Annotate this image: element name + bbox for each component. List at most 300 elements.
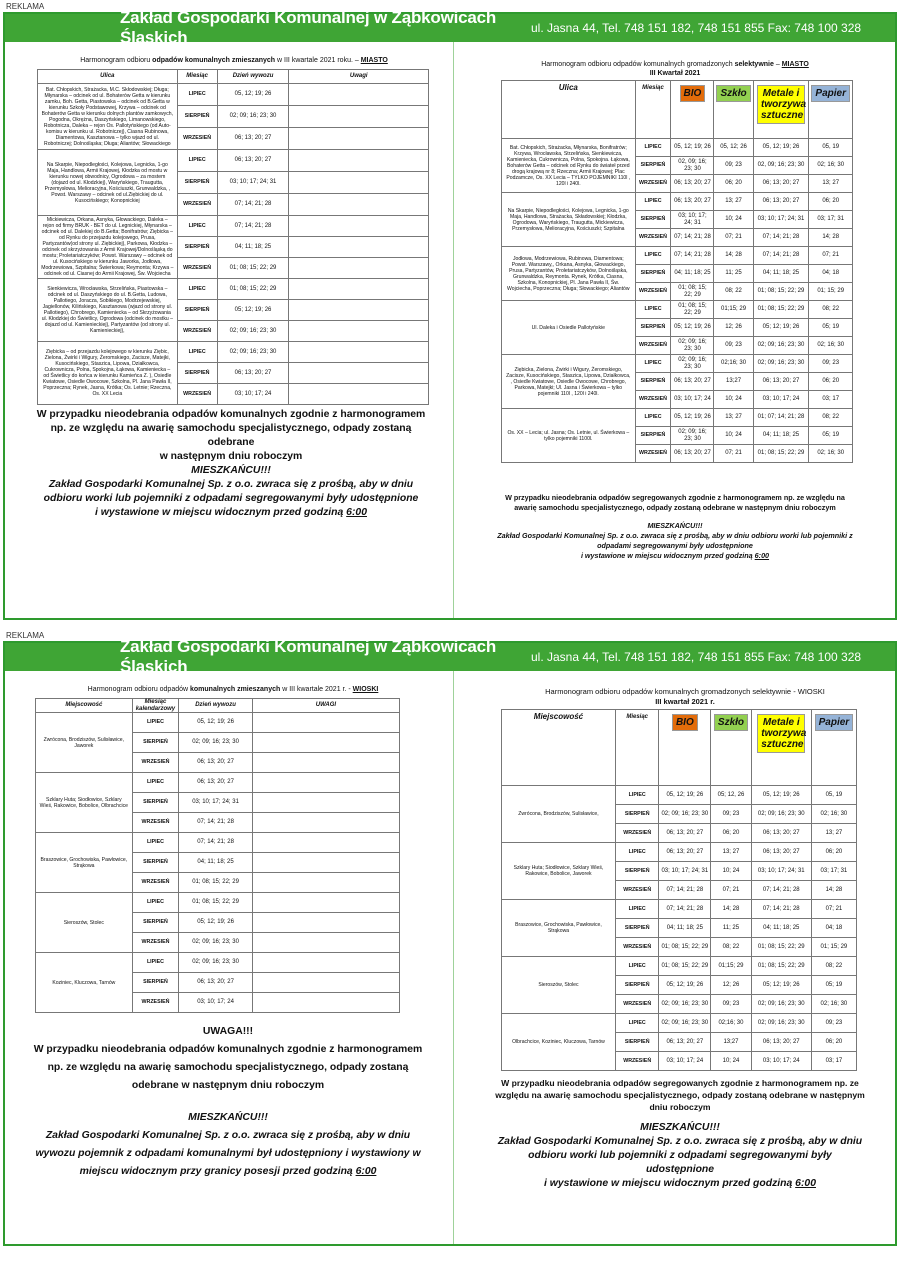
pickup-days: 04; 11; 18; 25	[179, 853, 253, 873]
month-cell: WRZESIEŃ	[177, 194, 217, 216]
paper-days: 03; 17	[811, 1052, 856, 1071]
bio-days: 04; 11; 18; 25	[671, 265, 714, 283]
month-cell: WRZESIEŃ	[635, 445, 671, 463]
notes-cell	[252, 893, 399, 913]
bio-days: 01; 08; 15; 22; 29	[659, 957, 711, 976]
company-address: ul. Jasna 44, Tel. 748 151 182, 748 151 855 Fax: 748 100 328	[531, 21, 862, 35]
month-cell: WRZESIEŃ	[177, 384, 217, 405]
month-cell: LIPIEC	[132, 713, 179, 733]
header-row	[38, 70, 429, 84]
paper-badge: Papier	[811, 85, 850, 102]
pickup-days: 07; 14; 21; 28	[217, 194, 289, 216]
notes-cell	[289, 106, 429, 128]
month-cell: WRZESIEŃ	[177, 258, 217, 279]
column-header	[615, 710, 659, 786]
pickup-days: 06; 13; 20; 27	[217, 150, 289, 172]
bio-badge: BIO	[672, 714, 698, 731]
street-list: Jodłowa, Modrzewiowa, Rubinowa, Diamentowa; Powst. Warszawy,, Orkana, Asnyka, Głowackiego, Prusa, Partyzantów, Proletariatczyków, Dolnośląska, Grunwaldzka, Reymonta. Rynek, Krótka, Ciasna, Szkolna, Konopnickiej, Pl. Jana Pawła II, Św. Wojciecha, Poprzeczna; Długa; Słowackiego; Aliantów	[502, 247, 636, 301]
pickup-days: 04; 11; 18; 25	[217, 237, 289, 258]
paper-days: 03; 17; 31	[809, 211, 853, 229]
mixed-villages-table	[35, 698, 400, 1013]
month-cell: SIERPIEŃ	[635, 157, 671, 175]
month-cell: LIPIEC	[635, 247, 671, 265]
metal-plastic-days: 06; 13; 20; 27	[751, 843, 811, 862]
month-cell: WRZESIEŃ	[615, 995, 659, 1014]
table-row	[36, 953, 400, 973]
month-cell: SIERPIEŃ	[177, 106, 217, 128]
paper-days: 04; 18	[809, 265, 853, 283]
glass-days: 13; 27	[714, 409, 753, 427]
notes-cell	[252, 833, 399, 853]
column-header: Miejscowość	[36, 699, 133, 713]
metal-plastic-days: 01; 08; 15; 22; 29	[753, 301, 809, 319]
pickup-days: 07; 14; 21; 28	[217, 216, 289, 237]
column-header: Miesiąc	[626, 714, 649, 720]
table-row	[38, 84, 429, 106]
month-cell: WRZESIEŃ	[132, 873, 179, 893]
notes-cell	[289, 216, 429, 237]
metal-plastic-days: 05, 12; 19; 26	[751, 786, 811, 805]
company-name: Zakład Gospodarki Komunalnej w Ząbkowicach Śląskich	[120, 8, 497, 47]
column-header	[502, 710, 616, 786]
pickup-days: 01; 08; 15; 22; 29	[179, 893, 253, 913]
table-row	[502, 247, 853, 265]
paper-days: 01; 15; 29	[811, 938, 856, 957]
column-header: Dzień wywozu	[179, 699, 253, 713]
paper-days: 08; 22	[809, 409, 853, 427]
glass-days: 10; 24	[711, 1052, 752, 1071]
glass-days: 11; 25	[711, 919, 752, 938]
paper-badge: Papier	[815, 714, 854, 731]
month-cell: SIERPIEŃ	[635, 265, 671, 283]
column-header	[502, 81, 636, 139]
month-cell: LIPIEC	[177, 84, 217, 106]
month-cell: LIPIEC	[635, 193, 671, 211]
paper-days: 09; 23	[809, 355, 853, 373]
notes-cell	[252, 793, 399, 813]
metal-plastic-days: 03; 10; 17; 24	[751, 1052, 811, 1071]
metal-plastic-days: 06; 13; 20; 27	[751, 824, 811, 843]
street-list: Zwrócona, Brodziszów, Sulisławice,	[502, 786, 616, 843]
bio-days: 02; 09; 16; 23; 30	[671, 427, 714, 445]
schedule-mixed-villages	[33, 671, 433, 1244]
request-text-time: i wystawione w miejscu widocznym przed godziną 6:00	[544, 1178, 816, 1189]
glass-days: 10; 24	[711, 862, 752, 881]
paper-days: 07; 21	[809, 247, 853, 265]
notes-cell	[289, 258, 429, 279]
street-list: Na Skarpie, Niepodległości, Kolejowa, Legnicka, 1-go Maja, Handlowa, Strażacka, Składowskiej; Kłodzka, Ogrodowa, Waryńskiego, Traugutta, Mickiewicza, Przemysłowa, Melioracyjna, Kościuszki; Szpitalna	[502, 193, 636, 247]
header-row	[502, 710, 857, 786]
metal-plastic-days: 01; 08; 15; 22; 29	[751, 957, 811, 976]
bio-days: 01; 08; 15; 22; 29	[671, 301, 714, 319]
paper-days: 06; 20	[809, 193, 853, 211]
month-cell: LIPIEC	[635, 139, 671, 157]
glass-days: 09; 23	[711, 995, 752, 1014]
notes-cell	[252, 933, 399, 953]
advert-label: REKLAMA	[6, 2, 45, 11]
month-cell: SIERPIEŃ	[132, 973, 179, 993]
month-cell: LIPIEC	[615, 843, 659, 862]
glass-days: 06; 20	[714, 175, 753, 193]
bio-days: 02; 09; 16; 23; 30	[659, 995, 711, 1014]
notes-cell	[289, 342, 429, 363]
month-cell: WRZESIEŃ	[177, 128, 217, 150]
glass-days: 13;27	[711, 1033, 752, 1052]
pickup-days: 05, 12; 19; 26	[179, 713, 253, 733]
metal-plastic-badge: Metale i tworzywa sztuczne	[757, 714, 805, 753]
bio-days: 02; 09; 16; 23; 30	[659, 805, 711, 824]
street-list: Sienkiewicza, Wrocławska, Strzelińska, Piastowska – odcinek od ul. Daszyńskiego do ul. B.Getta, Ludowa, Pallotiego, Joracza, Sobikiego, Modrzejewskiej, Jagiellonów, Kilińskiego, Kasztanowa (wjazd od strony ul. Pallotiego), Chrobrego, Kamieniecka – od Skrzyżowania ul. Kłodzkiej do Świetlicy, Ogrodowa (odcinek do mostku – dojazd od ul. Kamienieckiej), Partyzantów (od strony ul. Kamienieckiej),	[38, 279, 178, 342]
notes-cell	[252, 753, 399, 773]
street-list: Szklary Huta; Siodłowice, Szklary Wieś, Rakowice, Bobolice, Olbrachcice	[36, 773, 133, 833]
glass-days: 05; 12, 26	[711, 786, 752, 805]
paper-days: 13; 27	[811, 824, 856, 843]
column-header: Miejscowość	[533, 712, 584, 721]
month-cell: WRZESIEŃ	[615, 1052, 659, 1071]
street-list: Zwrócona, Brodziszów, Sulisławice, Jaworek	[36, 713, 133, 773]
pickup-days: 07; 14; 21; 28	[179, 813, 253, 833]
month-cell: SIERPIEŃ	[177, 363, 217, 384]
month-cell: WRZESIEŃ	[132, 813, 179, 833]
paper-days: 05; 19	[811, 976, 856, 995]
notes-cell	[252, 773, 399, 793]
metal-plastic-days: 06; 13; 20; 27	[751, 1033, 811, 1052]
pickup-days: 02; 09; 16; 23; 30	[179, 953, 253, 973]
company-address: ul. Jasna 44, Tel. 748 151 182, 748 151 855 Fax: 748 100 328	[531, 650, 862, 664]
month-cell: SIERPIEŃ	[177, 300, 217, 321]
table-row	[502, 786, 857, 805]
column-header: Uwagi	[289, 70, 429, 84]
bio-days: 05, 12; 19; 26	[659, 786, 711, 805]
column-header	[714, 81, 753, 139]
paper-days: 02; 16; 30	[811, 805, 856, 824]
glass-days: 09; 23	[714, 157, 753, 175]
pickup-days: 03; 10; 17; 24; 31	[179, 793, 253, 813]
request-text: Zakład Gospodarki Komunalnej Sp. z o.o. zwraca się z prośbą, aby w dniu wywozu pojemnik z odpadami komunalnymi był udostępniony i wystawiony w miejscu widocznym przy granicy posesji przed godziną 6:00	[35, 1130, 421, 1178]
table-row	[38, 342, 429, 363]
bio-days: 06; 13; 20; 27	[671, 373, 714, 391]
table-row	[502, 843, 857, 862]
column-header: Miesiąc	[642, 85, 664, 91]
schedule-title: Harmonogram odbioru odpadów komunalnych zmieszanych w III kwartale 2021 r. - WIOSKI	[87, 686, 379, 693]
table-row	[502, 957, 857, 976]
metal-plastic-days: 01; 08; 15; 22; 29	[751, 938, 811, 957]
pickup-days: 07; 14; 21; 28	[179, 833, 253, 853]
glass-days: 10; 24	[714, 427, 753, 445]
metal-plastic-days: 02; 09; 16; 23; 30	[751, 995, 811, 1014]
month-cell: SIERPIEŃ	[132, 913, 179, 933]
month-cell: SIERPIEŃ	[132, 793, 179, 813]
metal-plastic-days: 02, 09; 16; 23; 30	[753, 157, 809, 175]
table-row	[36, 713, 400, 733]
bio-days: 01; 08; 15; 22; 29	[671, 283, 714, 301]
glass-days: 14; 28	[714, 247, 753, 265]
paper-days: 09; 23	[811, 1014, 856, 1033]
column-header	[751, 710, 811, 786]
pickup-days: 03; 10; 17; 24	[179, 993, 253, 1013]
pickup-days: 06; 13; 20; 27	[217, 363, 289, 384]
notes-cell	[252, 813, 399, 833]
table-row	[36, 893, 400, 913]
notes-cell	[289, 384, 429, 405]
pickup-days: 02; 09; 16; 23; 30	[179, 933, 253, 953]
pickup-days: 06; 13; 20; 27	[217, 128, 289, 150]
paper-days: 03; 17; 31	[811, 862, 856, 881]
month-cell: LIPIEC	[615, 786, 659, 805]
street-list: Koziniec, Kluczowa, Tarnów	[36, 953, 133, 1013]
pickup-days: 01; 08; 15; 22; 29	[179, 873, 253, 893]
paper-days: 02; 16; 30	[809, 445, 853, 463]
metal-plastic-days: 05, 12; 19; 26	[753, 139, 809, 157]
glass-days: 09; 23	[714, 337, 753, 355]
table-row	[502, 1014, 857, 1033]
notice-block	[33, 1023, 423, 1181]
glass-days: 09; 23	[711, 805, 752, 824]
notes-cell	[252, 993, 399, 1013]
column-header: Dzień wywozu	[217, 70, 289, 84]
glass-days: 02;16; 30	[711, 1014, 752, 1033]
bio-days: 02; 09; 16; 23; 30	[671, 337, 714, 355]
notice-text: W przypadku nieodebrania odpadów komunalnych zgodnie z harmonogramem np. ze względu na awarię samochodu specjalistycznego, odpady zostaną odebrane w następnym dniu roboczym	[33, 1044, 423, 1092]
month-cell: SIERPIEŃ	[615, 805, 659, 824]
request-text: Zakład Gospodarki Komunalnej Sp. z o.o. zwraca się z prośbą, aby w dniu odbioru worki lub pojemniki z odpadami segregowanymi były udostępnione	[43, 479, 419, 504]
street-list: Ziębicka – od przejazdu kolejowego w kierunku Ziębic, Zielona, Żwirki i Wigury, Żeromskiego, Zacisze, Matejki, Kusocińskiego, Staszica, Lipowa, Działkowca, Cukrownicza, Polna, Spokojna, Łąkowa, Kamieniecka – od Świetlicy do końca w kierunku Kamieńca Z. ), Osiedle Kwiatowe, Osiedle Owocowe, Szkolna, Pl. Jana Pawła II, Poprzeczna; Rynek, Jasna, Krótka; Os. Letnie; Rzeczna, Os. XX Lecia	[38, 342, 178, 405]
metal-plastic-days: 07; 14; 21; 28	[753, 247, 809, 265]
selective-villages-table	[501, 709, 857, 1071]
metal-plastic-days: 01; 07; 14; 21; 28	[753, 409, 809, 427]
paper-days: 06; 20	[811, 1033, 856, 1052]
metal-plastic-days: 05; 12; 19; 26	[751, 976, 811, 995]
notice-block	[495, 1077, 865, 1191]
street-list: Szklary Huta; Siodłowice, Szklary Wieś, Rakowice, Bobolice, Jaworek	[502, 843, 616, 900]
month-cell: LIPIEC	[132, 893, 179, 913]
month-cell: SIERPIEŃ	[635, 211, 671, 229]
pickup-days: 06; 13; 20; 27	[179, 973, 253, 993]
pickup-days: 02; 09; 16; 23; 30	[217, 321, 289, 342]
table-row	[36, 773, 400, 793]
selective-city-table	[501, 80, 853, 463]
glass-days: 11; 25	[714, 265, 753, 283]
month-cell: LIPIEC	[132, 953, 179, 973]
pickup-days: 02; 09; 16; 23; 30	[217, 106, 289, 128]
paper-days: 02; 16; 30	[809, 337, 853, 355]
notice-block	[35, 408, 427, 520]
schedule-selective-city	[495, 42, 855, 618]
notes-cell	[252, 973, 399, 993]
bio-days: 04; 11; 18; 25	[659, 919, 711, 938]
metal-plastic-days: 03; 10; 17; 24; 31	[753, 211, 809, 229]
bio-days: 06; 13; 20; 27	[671, 445, 714, 463]
metal-plastic-days: 01; 08; 15; 22; 29	[753, 445, 809, 463]
bio-days: 06; 13; 20; 27	[671, 193, 714, 211]
column-header	[635, 81, 671, 139]
street-list: Os. XX – Lecia; ul. Jasna; Os. Letnie, ul. Świerkowa – tylko pojemniki 1100l.	[502, 409, 636, 463]
bio-days: 06; 13; 20; 27	[659, 824, 711, 843]
company-name: Zakład Gospodarki Komunalnej w Ząbkowicach Śląskich	[120, 637, 497, 676]
glass-days: 14; 28	[711, 900, 752, 919]
metal-plastic-days: 06; 13; 20; 27	[753, 193, 809, 211]
bio-days: 03; 10; 17; 24	[659, 1052, 711, 1071]
pickup-days: 02; 09; 16; 23; 30	[179, 733, 253, 753]
pickup-days: 06; 13; 20; 27	[179, 753, 253, 773]
glass-days: 13;27	[714, 373, 753, 391]
column-header: Ulica	[38, 70, 178, 84]
notes-cell	[252, 733, 399, 753]
bio-days: 07; 14; 21; 28	[659, 900, 711, 919]
glass-badge: Szkło	[716, 85, 750, 102]
metal-plastic-days: 02; 09; 16; 23; 30	[751, 1014, 811, 1033]
month-cell: SIERPIEŃ	[635, 319, 671, 337]
notes-cell	[252, 853, 399, 873]
month-cell: LIPIEC	[177, 279, 217, 300]
pickup-days: 03; 10; 17; 24	[217, 384, 289, 405]
bio-days: 07; 14; 21; 28	[671, 229, 714, 247]
month-cell: LIPIEC	[177, 216, 217, 237]
bio-days: 06; 13; 20; 27	[671, 175, 714, 193]
month-cell: SIERPIEŃ	[615, 862, 659, 881]
month-cell: SIERPIEŃ	[132, 733, 179, 753]
bio-days: 06; 13; 20; 27	[659, 843, 711, 862]
notes-cell	[289, 300, 429, 321]
notes-cell	[289, 279, 429, 300]
table-row	[502, 301, 853, 319]
bio-days: 03; 10; 17; 24	[671, 391, 714, 409]
notes-cell	[289, 237, 429, 258]
bio-days: 03; 10; 17; 24; 31	[659, 862, 711, 881]
column-header: Miesiąc	[177, 70, 217, 84]
glass-days: 06; 20	[711, 824, 752, 843]
residents-heading: MIESZKAŃCU!!!	[188, 1112, 268, 1124]
bio-days: 05; 12; 19; 26	[659, 976, 711, 995]
bio-days: 06; 13; 20; 27	[659, 1033, 711, 1052]
bio-days: 02; 09; 16; 23; 30	[671, 355, 714, 373]
glass-days: 13; 27	[714, 193, 753, 211]
pickup-days: 03; 10; 17; 24; 31	[217, 172, 289, 194]
glass-days: 02;16; 30	[714, 355, 753, 373]
schedule-title: Harmonogram odbioru odpadów komunalnych gromadzonych selektywnie - WIOSKI III kwartał 2021 r.	[545, 687, 825, 706]
table-row	[502, 409, 853, 427]
paper-days: 01; 15; 29	[809, 283, 853, 301]
notes-cell	[289, 321, 429, 342]
company-banner	[5, 637, 895, 676]
month-cell: WRZESIEŃ	[615, 824, 659, 843]
month-cell: LIPIEC	[635, 409, 671, 427]
notes-cell	[289, 172, 429, 194]
street-list: Braszowice, Grochowiska, Pawłowice, Strąkowa	[36, 833, 133, 893]
pickup-days: 05, 12; 19; 26	[217, 84, 289, 106]
schedule-mixed-city	[35, 42, 433, 618]
residents-heading: MIESZKAŃCU!!!	[647, 521, 703, 530]
month-cell: WRZESIEŃ	[635, 175, 671, 193]
street-list: Ul. Daleka i Osiedle Pallotyńskie	[502, 301, 636, 355]
month-cell: WRZESIEŃ	[132, 993, 179, 1013]
paper-days: 02; 16; 30	[809, 157, 853, 175]
table-row	[502, 900, 857, 919]
notice-text: W przypadku nieodebrania odpadów segregowanych zgodnie z harmonogramem np. ze względu na awarię samochodu specjalistycznego, odpady zostaną odebrane w następnym dniu roboczym	[505, 493, 845, 512]
bio-days: 05, 12; 19; 26	[671, 409, 714, 427]
month-cell: SIERPIEŃ	[615, 919, 659, 938]
mixed-city-table	[37, 69, 429, 405]
notes-cell	[289, 150, 429, 172]
paper-days: 08; 22	[811, 957, 856, 976]
notes-cell	[289, 84, 429, 106]
column-header: UWAGI	[252, 699, 399, 713]
metal-plastic-days: 03; 10; 17; 24	[753, 391, 809, 409]
table-row	[502, 139, 853, 157]
column-header	[811, 710, 856, 786]
header-row	[502, 81, 853, 139]
month-cell: WRZESIEŃ	[615, 938, 659, 957]
glass-days: 08; 22	[714, 283, 753, 301]
request-text-time: i wystawione w miejscu widocznym przed godziną 6:00	[95, 507, 367, 518]
pickup-days: 06; 13; 20; 27	[179, 773, 253, 793]
notes-cell	[252, 713, 399, 733]
metal-plastic-days: 03; 10; 17; 24; 31	[751, 862, 811, 881]
glass-days: 01;15; 29	[714, 301, 753, 319]
bio-days: 03; 10; 17; 24; 31	[671, 211, 714, 229]
table-row	[38, 279, 429, 300]
month-cell: SIERPIEŃ	[132, 853, 179, 873]
paper-days: 05; 19	[809, 427, 853, 445]
bio-days: 07; 14; 21; 28	[659, 881, 711, 900]
glass-days: 07; 21	[711, 881, 752, 900]
metal-plastic-days: 01; 08; 15; 22; 29	[753, 283, 809, 301]
table-row	[38, 150, 429, 172]
metal-plastic-days: 07; 14; 21; 28	[751, 900, 811, 919]
bio-days: 05, 12; 19; 26	[671, 139, 714, 157]
month-cell: LIPIEC	[132, 833, 179, 853]
schedule-selective-villages	[495, 671, 875, 1244]
residents-heading: MIESZKAŃCU!!!	[640, 1122, 720, 1133]
paper-days: 14; 28	[811, 881, 856, 900]
month-cell: SIERPIEŃ	[615, 976, 659, 995]
glass-days: 13; 27	[711, 843, 752, 862]
month-cell: WRZESIEŃ	[615, 881, 659, 900]
notice-text: W przypadku nieodebrania odpadów komunalnych zgodnie z harmonogramem np. ze względu na awarię samochodu specjalistycznego, odpady zostaną odebrane	[36, 409, 426, 448]
month-cell: WRZESIEŃ	[132, 933, 179, 953]
month-cell: LIPIEC	[177, 150, 217, 172]
glass-days: 12; 26	[714, 319, 753, 337]
glass-days: 05, 12; 26	[714, 139, 753, 157]
bio-days: 05; 12; 19; 26	[671, 319, 714, 337]
month-cell: WRZESIEŃ	[635, 337, 671, 355]
pickup-days: 01; 08; 15; 22; 29	[217, 279, 289, 300]
glass-badge: Szkło	[714, 714, 748, 731]
notice-text-2: w następnym dniu roboczym	[159, 451, 303, 462]
pickup-days: 01; 08; 15; 22; 29	[217, 258, 289, 279]
month-cell: LIPIEC	[615, 1014, 659, 1033]
metal-plastic-days: 04; 11; 18; 25	[753, 427, 809, 445]
bio-days: 07; 14; 21; 28	[671, 247, 714, 265]
month-cell: LIPIEC	[635, 355, 671, 373]
table-row	[502, 193, 853, 211]
notes-cell	[289, 363, 429, 384]
column-header	[659, 710, 711, 786]
notes-cell	[289, 194, 429, 216]
month-cell: LIPIEC	[177, 342, 217, 363]
street-list: Olbrachcice, Koziniec, Kluczowa, Tarnów	[502, 1014, 616, 1071]
metal-plastic-badge: Metale i tworzywa sztuczne	[757, 85, 805, 124]
header-row	[36, 699, 400, 713]
column-divider	[453, 42, 454, 618]
street-list: Braszowice, Grochowiska, Pawłowice, Strąkowa	[502, 900, 616, 957]
bottom-advertisement	[3, 637, 897, 1246]
metal-plastic-days: 02; 09; 16; 23; 30	[753, 337, 809, 355]
request-text: Zakład Gospodarki Komunalnej Sp. z o.o. zwraca się z prośbą, aby w dniu odbioru worki lub pojemniki z odpadami segregowanymi były udostępnione	[497, 1136, 863, 1175]
glass-days: 07; 21	[714, 445, 753, 463]
paper-days: 04; 18	[811, 919, 856, 938]
paper-days: 06; 20	[811, 843, 856, 862]
